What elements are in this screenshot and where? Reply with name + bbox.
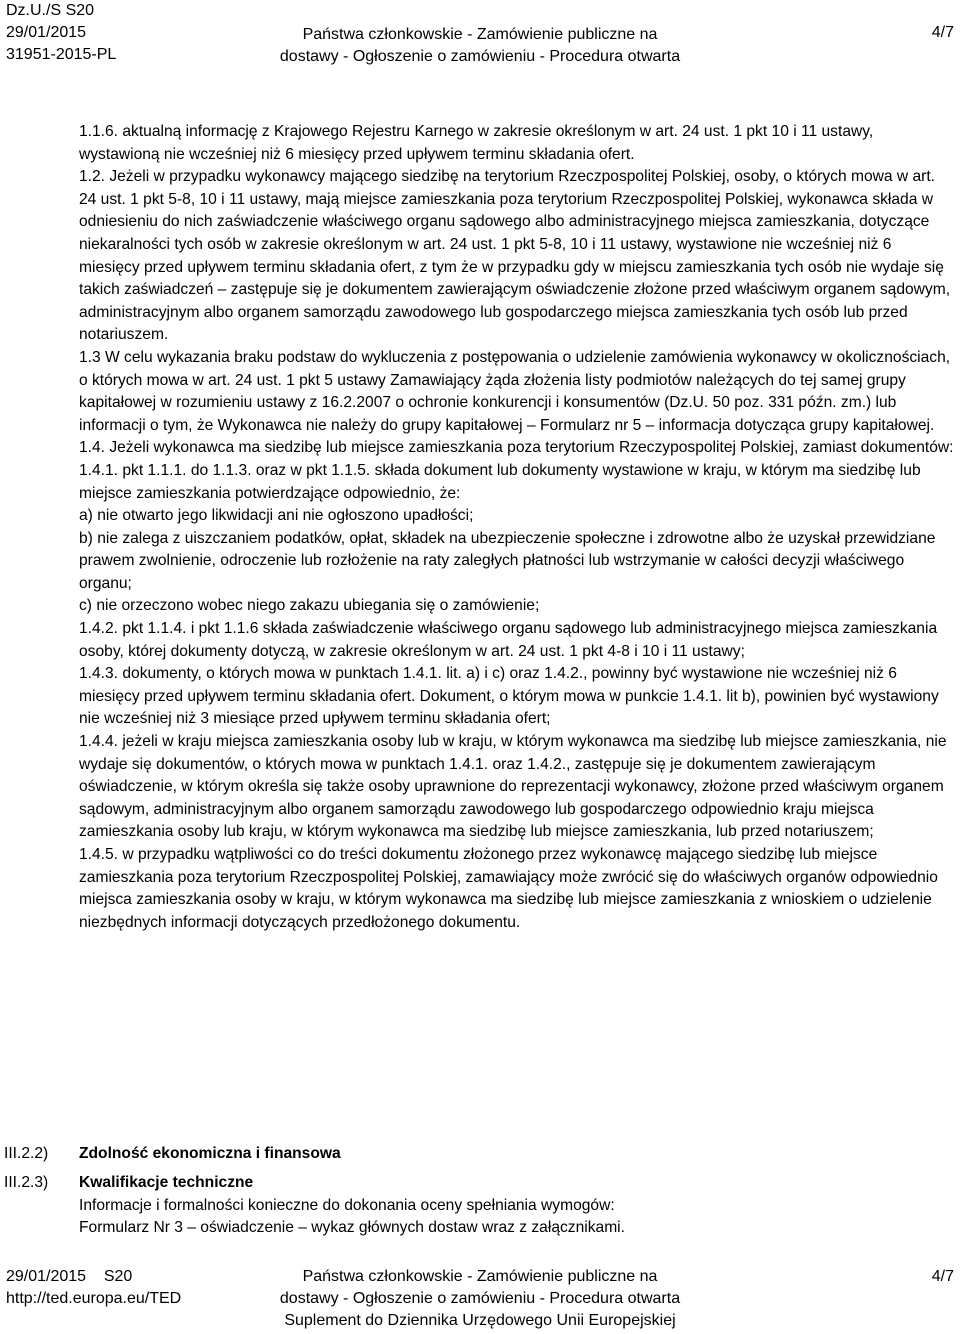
section-title-technical: Kwalifikacje techniczne <box>79 1174 254 1191</box>
footer-series: S20 <box>103 1268 133 1285</box>
footer-date: 29/01/2015 <box>6 1268 87 1285</box>
header-title-line1: Państwa członkowskie - Zamówienie publiczne na <box>302 26 658 43</box>
paragraph-1-4-4: 1.4.4. jeżeli w kraju miejsca zamieszkania osoby lub w kraju, w którym wykonawca ma siedzibę lub miejsce zamieszkania, nie wydaje się dokumentów, o których mowa w punktach 1.4.1. oraz 1.4.2., zastępuje się je dokumentem zawierającym oświadczenie, w którym określa się także osoby uprawnione do reprezentacji wykonawcy, złożone przed właściwym organem sądowym, administracyjnym albo organem samorządu zawodowego lub gospodarczego odpowiednio kraju miejsca zamieszkania osoby lub kraju, w którym wykonawca ma siedzibę lub miejsce zamieszkania, lub przed notariuszem; <box>79 733 947 841</box>
section-title-economic: Zdolność ekonomiczna i finansowa <box>79 1145 341 1162</box>
section-technical-line1: Informacje i formalności konieczne do dokonania oceny spełniania wymogów: <box>79 1196 615 1214</box>
footer-url[interactable]: http://ted.europa.eu/TED <box>6 1290 182 1307</box>
paragraph-1-4: 1.4. Jeżeli wykonawca ma siedzibę lub miejsce zamieszkania poza terytorium Rzeczypospolitej Polskiej, zamiast dokumentów: <box>79 439 954 457</box>
header-doc-id: 31951-2015-PL <box>6 46 117 63</box>
section-technical-line2: Formularz Nr 3 – oświadczenie – wykaz głównych dostaw wraz z załącznikami. <box>79 1219 625 1237</box>
footer-title-line1: Państwa członkowskie - Zamówienie publiczne na <box>302 1268 658 1285</box>
header-title <box>0 0 960 68</box>
paragraph-c: c) nie orzeczono wobec niego zakazu ubiegania się o zamówienie; <box>79 597 540 615</box>
paragraph-b: b) nie zalega z uiszczaniem podatków, opłat, składek na ubezpieczenie społeczne i zdrowotne albo że uzyskał przewidziane prawem zwolnienie, odroczenie lub rozłożenie na raty zaległych płatności lub wstrzymanie w całości decyzji właściwego organu; <box>79 529 936 592</box>
paragraph-a: a) nie otwarto jego likwidacji ani nie ogłoszono upadłości; <box>79 507 474 525</box>
header-date: 29/01/2015 <box>6 24 87 41</box>
section-number-iii-2-2: III.2.2) <box>4 1145 49 1162</box>
header-page-number: 4/7 <box>931 24 954 41</box>
paragraph-1-4-2: 1.4.2. pkt 1.1.4. i pkt 1.1.6 składa zaświadczenie właściwego organu sądowego lub administracyjnego miejsca zamieszkania osoby, której dokumenty dotyczą, w zakresie określonym w art. 24 ust. 1 pkt 4-8 i 10 i 11 ustawy; <box>79 620 938 660</box>
paragraph-1-2: 1.2. Jeżeli w przypadku wykonawcy mającego siedzibę na terytorium Rzeczpospolitej Polskiej, osoby, o których mowa w art. 24 ust. 1 pkt 5-8, 10 i 11 ustawy, mają miejsce zamieszkania poza terytorium Rzeczpospolitej Polskiej, wykonawca składa w odniesieniu do nich zaświadczenie właściwego organu sądowego albo administracyjnego miejsca zamieszkania, dotyczące niekaralności tych osób w zakresie określonym w art. 24 ust. 1 pkt 5-8, 10 i 11 ustawy, wystawione nie wcześniej niż 6 miesięcy przed upływem terminu składania ofert, z tym że w przypadku gdy w miejscu zamieszkania tych osób nie wydaje się takich zaświadczeń – zastępuje się je dokumentem zawierającym oświadczenie złożone przed właściwym organem sądowym, administracyjnym albo organem samorządu zawodowego lub gospodarczego miejsca zamieszkania tych osób lub przed notariuszem. <box>79 168 951 344</box>
section-technical <box>79 1172 625 1240</box>
page-footer <box>0 1266 960 1334</box>
section-number-iii-2-3: III.2.3) <box>4 1174 49 1191</box>
paragraph-1-3: 1.3 W celu wykazania braku podstaw do wykluczenia z postępowania o udzielenie zamówienia wykonawcy w okolicznościach, o których mowa w art. 24 ust. 1 pkt 5 ustawy Zamawiający żąda złożenia listy podmiotów należących do tej samej grupy kapitałowej w rozumieniu ustawy z 16.2.2007 o ochronie konkurencji i konsumentów (Dz.U. 50 poz. 331 późn. zm.) lub informacji o tym, że Wykonawca nie należy do grupy kapitałowej – Formularz nr 5 – informacja dotycząca grupy kapitałowej. <box>79 348 951 434</box>
footer-title-line3: Suplement do Dziennika Urzędowego Unii Europejskiej <box>284 1312 676 1329</box>
footer-page-number: 4/7 <box>931 1268 954 1285</box>
paragraph-1-4-1: 1.4.1. pkt 1.1.1. do 1.1.3. oraz w pkt 1.1.5. składa dokument lub dokumenty wystawione w kraju, w którym ma siedzibę lub miejsce zamieszkania potwierdzające odpowiednio, że: <box>79 461 921 502</box>
document-body <box>79 121 955 934</box>
header-journal: Dz.U./S S20 <box>6 2 95 19</box>
paragraph-1-1-6: 1.1.6. aktualną informację z Krajowego Rejestru Karnego w zakresie określonym w art. 24 ust. 1 pkt 10 i 11 ustawy, wystawioną nie wcześniej niż 6 miesięcy przed upływem terminu składania ofert. <box>79 123 874 163</box>
paragraph-1-4-3: 1.4.3. dokumenty, o których mowa w punktach 1.4.1. lit. a) i c) oraz 1.4.2., powinny być wystawione nie wcześniej niż 6 miesięcy przed upływem terminu składania ofert. Dokument, o którym mowa w punkcie 1.4.1. lit b), powinien być wystawiony nie wcześniej niż 3 miesiące przed upływem terminu składania ofert; <box>79 665 939 728</box>
page-header <box>0 0 960 72</box>
footer-title <box>0 1266 960 1332</box>
footer-title-line2: dostawy - Ogłoszenie o zamówieniu - Procedura otwarta <box>279 1290 681 1307</box>
header-title-line2: dostawy - Ogłoszenie o zamówieniu - Procedura otwarta <box>279 48 681 65</box>
paragraph-1-4-5: 1.4.5. w przypadku wątpliwości co do treści dokumentu złożonego przez wykonawcę mającego siedzibę lub miejsce zamieszkania poza terytorium Rzeczpospolitej Polskiej, zamawiający może zwrócić się do właściwych organów odpowiednio miejsca zamieszkania osoby w kraju, w którym wykonawca ma siedzibę lub miejsce zamieszkania z wnioskiem o udzielenie niezbędnych informacji dotyczących przedłożonego dokumentu. <box>79 846 938 931</box>
